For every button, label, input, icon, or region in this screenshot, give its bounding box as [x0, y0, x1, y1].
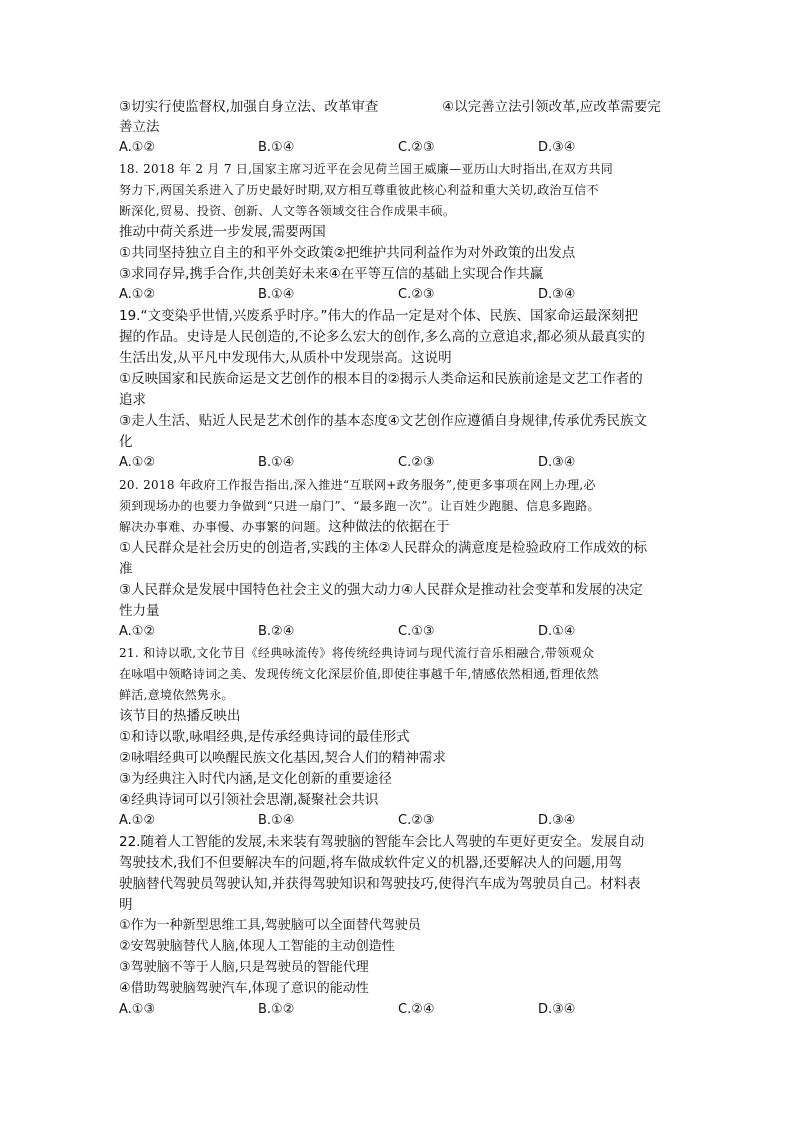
- q21-stem-line2: 在咏唱中领略诗词之美、发现传统文化深层价值,即使往事越千年,情感依然相通,哲理依然: [119, 667, 599, 681]
- q22-answer-a: A.①③: [119, 1002, 156, 1017]
- q20-answer-c: C.①③: [398, 624, 435, 639]
- q19-stem-line2: 握的作品。史诗是人民创造的,不论多么宏大的创作,多么高的立意追求,都必须从最真实的: [119, 329, 645, 345]
- q21-option-4: ④经典诗词可以引领社会思潮,凝聚社会共识: [119, 792, 379, 808]
- q21-answer-b: B.①④: [258, 813, 295, 828]
- q20-options-34: ③人民群众是发展中国特色社会主义的强大动力④人民群众是推动社会变革和发展的决定: [119, 582, 643, 598]
- q18-answer-c: C.②③: [398, 287, 435, 302]
- q20-options-12: ①人民群众是社会历史的创造者,实践的主体②人民群众的满意度是检验政府工作成效的标: [119, 540, 647, 556]
- q19-answer-a: A.①②: [119, 455, 156, 470]
- q19-stem-line1: 19.“文变染乎世情,兴废系乎时序。”伟大的作品一定是对个体、民族、国家命运最深刻把: [119, 308, 638, 324]
- q20-options-34-cont: 性力量: [119, 603, 160, 619]
- q21-answer-d: D.③④: [538, 813, 576, 828]
- q18-stem-line1: 18. 2018 年 2 月 7 日,国家主席习近平在会见荷兰国王威廉—亚历山大时指出,在双方共同: [119, 162, 614, 176]
- q19-answer-b: B.①④: [258, 455, 295, 470]
- q19-answer-d: D.③④: [538, 455, 576, 470]
- q17-option-3: ③切实行使监督权,加强自身立法、改革审查: [119, 99, 379, 115]
- q21-stem-line1: 21. 和诗以歌,文化节目《经典咏流传》将传统经典诗词与现代流行音乐相融合,带领观众: [119, 646, 595, 660]
- q17-answer-a: A.①②: [119, 140, 156, 155]
- q21-question: 该节目的热播反映出: [119, 708, 241, 724]
- q22-stem-line2: 驾驶技术,我们不但要解决车的问题,将车做成软件定义的机器,还要解决人的问题,用驾: [119, 855, 623, 871]
- q19-options-12-cont: 追求: [119, 392, 146, 408]
- q22-answer-c: C.②④: [398, 1002, 435, 1017]
- q20-answer-d: D.①④: [538, 624, 576, 639]
- q18-stem-line3: 断深化,贸易、投资、创新、人文等各领域交往合作成果丰硕。: [119, 204, 456, 218]
- q18-question: 推动中荷关系进一步发展,需要两国: [119, 224, 326, 240]
- q21-option-3: ③为经典注入时代内涵,是文化创新的重要途径: [119, 771, 392, 787]
- q21-answer-a: A.①②: [119, 813, 156, 828]
- q22-option-2: ②安驾驶脑替代人脑,体现人工智能的主动创造性: [119, 939, 395, 954]
- q20-stem-line3-a: 解决办事难、办事慢、办事繁的问题。: [119, 520, 329, 534]
- q22-option-1: ①作为一种新型思维工具,驾驶脑可以全面替代驾驶员: [119, 918, 421, 933]
- q22-stem-line3: 驶脑替代驾驶员驾驶认知,并获得驾驶知识和驾驶技巧,使得汽车成为驾驶员自己。材料表: [119, 876, 641, 892]
- q19-options-12: ①反映国家和民族命运是文艺创作的根本目的②揭示人类命运和民族前途是文艺工作者的: [119, 371, 643, 387]
- q21-option-2: ②咏唱经典可以唤醒民族文化基因,契合人们的精神需求: [119, 750, 446, 766]
- q18-options-12: ①共同坚持独立自主的和平外交政策②把维护共同利益作为对外政策的出发点: [119, 245, 576, 261]
- q17-answer-b: B.①④: [258, 140, 295, 155]
- q17-option-4: ④以完善立法引领改革,应改革需要完: [442, 99, 661, 115]
- q17-answer-c: C.②③: [398, 140, 435, 155]
- q22-stem-line1: 22.随着人工智能的发展,未来装有驾驶脑的智能车会比人驾驶的车更好更安全。发展自动: [119, 834, 645, 850]
- q17-option-4-cont: 善立法: [119, 119, 160, 135]
- q22-option-3: ③驾驶脑不等于人脑,只是驾驶员的智能代理: [119, 960, 369, 975]
- q18-answer-b: B.①④: [258, 287, 295, 302]
- q20-stem-line1: 20. 2018 年政府工作报告指出,深入推进“互联网+政务服务”,使更多事项在网上办理,必: [119, 478, 596, 492]
- q20-answer-b: B.②④: [258, 624, 295, 639]
- q20-stem-line3-b: 这种做法的依据在于: [328, 519, 450, 535]
- q18-answer-a: A.①②: [119, 287, 156, 302]
- q17-answer-d: D.③④: [538, 140, 576, 155]
- q20-options-12-cont: 准: [119, 561, 133, 577]
- q18-options-34: ③求同存异,携手合作,共创美好未来④在平等互信的基础上实现合作共赢: [119, 266, 544, 282]
- q22-stem-line4: 明: [119, 897, 133, 913]
- q19-answer-c: C.②③: [398, 455, 435, 470]
- q20-answer-a: A.①②: [119, 624, 156, 639]
- q20-stem-line3: [119, 517, 450, 537]
- q21-stem-line3: 鲜活,意境依然隽永。: [119, 688, 234, 702]
- q19-options-34: ③走人生活、贴近人民是艺术创作的基本态度④文艺创作应遵循自身规律,传承优秀民族文: [119, 413, 647, 429]
- q22-answer-b: B.①②: [258, 1002, 295, 1017]
- q20-stem-line2: 须到现场办的也要力争做到“只进一扇门”、“最多跑一次”。让百姓少跑腿、信息多跑路。: [119, 499, 600, 513]
- q18-stem-line2: 努力下,两国关系进入了历史最好时期,双方相互尊重彼此核心利益和重大关切,政治互信不: [119, 183, 599, 197]
- q22-option-4: ④借助驾驶脑驾驶汽车,体现了意识的能动性: [119, 981, 369, 996]
- q19-options-34-cont: 化: [119, 434, 133, 450]
- q21-option-1: ①和诗以歌,咏唱经典,是传承经典诗词的最佳形式: [119, 729, 410, 745]
- q18-answer-d: D.③④: [538, 287, 576, 302]
- q19-stem-line3: 生活出发,从平凡中发现伟大,从质朴中发现崇高。这说明: [119, 350, 452, 366]
- q21-answer-c: C.②③: [398, 813, 435, 828]
- q22-answer-d: D.③④: [538, 1002, 576, 1017]
